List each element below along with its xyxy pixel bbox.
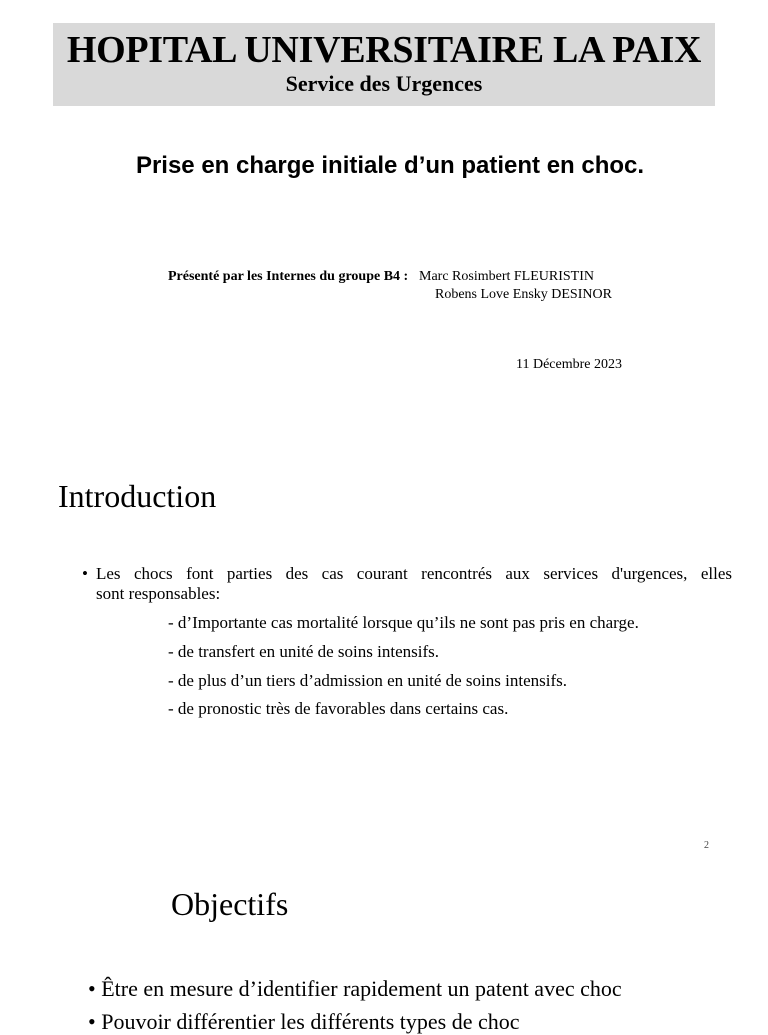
presenter-name-1: Marc Rosimbert FLEURISTIN xyxy=(419,269,594,284)
intro-item-1: - d’Importante cas mortalité lorsque qu’ils ne sont pas pris en charge. xyxy=(168,613,639,632)
objectif-item-2-text: Pouvoir différentier les différents types de choc xyxy=(101,1009,520,1034)
bullet-dot-icon: • xyxy=(88,976,96,1001)
intro-item-2: - de transfert en unité de soins intensifs. xyxy=(168,642,439,661)
intro-item-4: - de pronostic très de favorables dans certains cas. xyxy=(168,699,509,718)
hospital-name: HOPITAL UNIVERSITAIRE LA PAIX xyxy=(66,29,702,71)
bullet-dot-icon: • xyxy=(82,564,88,583)
intro-bullet-line1: Les chocs font parties des cas courant rencontrés aux services d'urgences, elles xyxy=(96,564,732,583)
intro-bullet-line2: sont responsables: xyxy=(96,584,221,603)
slide-title: Prise en charge initiale d’un patient en choc. xyxy=(135,152,645,179)
presentation-date: 11 Décembre 2023 xyxy=(516,357,622,372)
objectif-item-2 xyxy=(88,1009,748,1035)
intro-item-3: - de plus d’un tiers d’admission en unité de soins intensifs. xyxy=(168,671,567,690)
presenters-label: Présenté par les Internes du groupe B4 : xyxy=(168,269,409,284)
header-banner xyxy=(53,23,715,106)
page-number: 2 xyxy=(704,840,709,851)
presenter-name-2: Robens Love Ensky DESINOR xyxy=(435,287,612,302)
bullet-dot-icon: • xyxy=(88,1009,96,1034)
objectif-item-1-text: Être en mesure d’identifier rapidement un patent avec choc xyxy=(101,976,622,1001)
objectifs-heading: Objectifs xyxy=(171,886,289,922)
intro-bullet xyxy=(82,564,732,604)
service-name: Service des Urgences xyxy=(285,71,483,96)
introduction-heading: Introduction xyxy=(58,478,217,514)
objectif-item-1 xyxy=(88,976,748,1002)
